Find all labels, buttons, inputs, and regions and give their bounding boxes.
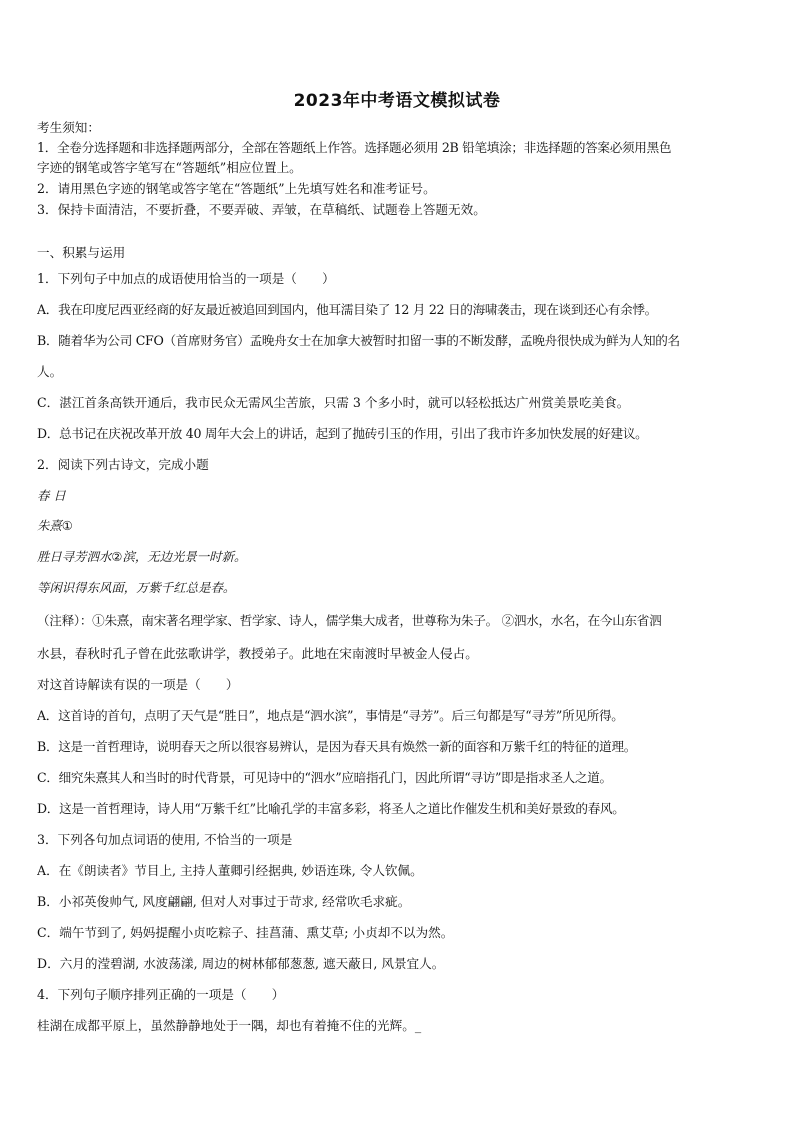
q1-stem: 1．下列句子中加点的成语使用恰当的一项是（ ） xyxy=(37,271,335,286)
q2-option-d: D．这是一首哲理诗，诗人用“万紫千红”比喻孔学的丰富多彩，将圣人之道比作催发生机和美好景致的春风。 xyxy=(37,801,625,816)
poem-note: （注释）：①朱熹，南宋著名理学家、哲学家、诗人，儒学集大成者，世尊称为朱子。 ②泗水，水名，在今山东省泗 xyxy=(37,613,662,628)
q1-option-c: C．湛江首条高铁开通后，我市民众无需风尘苦旅，只需 3 个多小时，就可以轻松抵达广州赏美景吃美食。 xyxy=(37,395,630,410)
instruction-item-1: 1．全卷分选择题和非选择题两部分，全部在答题纸上作答。选择题必须用 2B 铅笔填涂；非选择题的答案必须用黑色 xyxy=(37,140,672,155)
q3-option-c: C．端午节到了, 妈妈提醒小贞吃粽子、挂菖蒲、熏艾草; 小贞却不以为然。 xyxy=(37,925,454,940)
q3-option-b: B．小祁英俊帅气, 风度翩翩, 但对人对事过于苛求, 经常吹毛求疵。 xyxy=(37,894,411,909)
poem-line-2: 等闲识得东风面，万紫千红总是春。 xyxy=(37,580,236,595)
q2-stem: 2．阅读下列古诗文，完成小题 xyxy=(37,457,209,472)
instruction-item-1-cont: 字迹的钢笔或答字笔写在“答题纸”相应位置上。 xyxy=(37,160,302,175)
instructions-heading: 考生须知： xyxy=(37,120,100,135)
section-heading: 一、积累与运用 xyxy=(37,245,126,260)
q4-text: 桂湖在成都平原上，虽然静静地处于一隅，却也有着掩不住的光辉。_ xyxy=(37,1018,422,1033)
q2-option-a: A．这首诗的首句，点明了天气是“胜日”，地点是“泗水滨”，事情是“寻芳”。后三句都是写“寻芳”所见所得。 xyxy=(37,708,624,723)
poem-title: 春 日 xyxy=(37,488,66,503)
instruction-item-3: 3．保持卡面清洁，不要折叠，不要弄破、弄皱，在草稿纸、试题卷上答题无效。 xyxy=(37,202,486,217)
q1-option-a: A．我在印度尼西亚经商的好友最近被追回到国内，他耳濡目染了 12 月 22 日的海啸袭击，现在谈到还心有余悸。 xyxy=(37,302,657,317)
poem-author: 朱熹① xyxy=(37,518,73,533)
page-title: 2023年中考语文模拟试卷 xyxy=(293,91,501,111)
q3-stem: 3．下列各句加点词语的使用, 不恰当的一项是 xyxy=(37,832,293,847)
instruction-item-2: 2．请用黑色字迹的钢笔或答字笔在“答题纸”上先填写姓名和准考证号。 xyxy=(37,181,436,196)
q2-sub-stem: 对这首诗解读有误的一项是（ ） xyxy=(37,677,239,692)
poem-line-1: 胜日寻芳泗水②滨，无边光景一时新。 xyxy=(37,549,247,564)
q4-stem: 4．下列句子顺序排列正确的一项是（ ） xyxy=(37,987,285,1002)
q1-option-d: D．总书记在庆祝改革开放 40 周年大会上的讲话，起到了抛砖引玉的作用，引出了我市许多加快发展的好建议。 xyxy=(37,426,648,441)
q3-option-d: D．六月的滢碧湖, 水波荡漾, 周边的树林郁郁葱葱, 遮天蔽日, 风景宜人。 xyxy=(37,956,445,971)
q2-option-c: C．细究朱熹其人和当时的时代背景，可见诗中的“泗水”应暗指孔门，因此所谓“寻访”即是指求圣人之道。 xyxy=(37,770,612,785)
q2-option-b: B．这是一首哲理诗，说明春天之所以很容易辨认，是因为春天具有焕然一新的面容和万紫千红的特征的道理。 xyxy=(37,739,637,754)
q3-option-a: A．在《朗读者》节目上, 主持人董卿引经据典, 妙语连珠, 令人钦佩。 xyxy=(37,863,423,878)
q1-option-b: B．随着华为公司 CFO（首席财务官）孟晚舟女士在加拿大被暂时扣留一事的不断发酵，孟晚舟很快成为鲜为人知的名 xyxy=(37,333,680,348)
q1-option-b-cont: 人。 xyxy=(37,364,63,379)
poem-note-cont: 水县，春秋时孔子曾在此弦歌讲学，教授弟子。此地在宋南渡时早被金人侵占。 xyxy=(37,646,478,661)
